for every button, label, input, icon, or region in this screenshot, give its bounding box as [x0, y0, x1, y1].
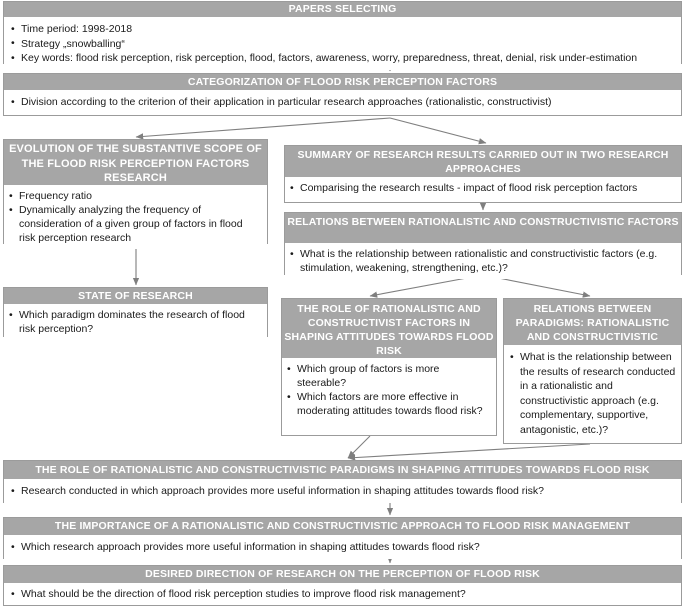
arrow-categorization-to-evolution [136, 118, 390, 137]
list-item: • What is the relationship between the results of research conducted in a rationalistic and constructivistic approach (e.g. complementary, supportive, antagonistic, etc.)? [509, 350, 676, 437]
node-body-role-of-paradigms [4, 479, 681, 503]
node-body-papers-selecting [4, 17, 681, 70]
arrow-role-to-role-paradigms [348, 436, 370, 458]
node-header-importance: THE IMPORTANCE OF A RATIONALISTIC AND CONSTRUCTIVISTIC APPROACH TO FLOOD RISK MANAGEMENT [4, 518, 681, 535]
node-relations-between-paradigms [503, 298, 682, 444]
node-body-role-of-factors [282, 358, 496, 422]
list-item: • Dynamically analyzing the frequency of consideration of a given group of factors in flood risk perception research [8, 203, 261, 245]
list-item: • Which group of factors is more steerable? [286, 362, 491, 390]
node-body-relations-factors [285, 243, 681, 279]
node-summary-of-research-results [284, 145, 682, 203]
node-body-evolution [4, 185, 267, 249]
list-item: • What is the relationship between rationalistic and constructivistic factors (e.g. stimulation, weakening, strengthening, etc.)? [289, 247, 675, 275]
node-body-state-of-research [4, 304, 267, 340]
node-header-summary: SUMMARY OF RESEARCH RESULTS CARRIED OUT IN TWO RESEARCH APPROACHES [285, 146, 681, 177]
node-header-relations-factors: RELATIONS BETWEEN RATIONALISTIC AND CONSTRUCTIVISTIC FACTORS [285, 213, 681, 243]
list-item: • Strategy „snowballing“ [10, 37, 675, 52]
list-item: • Which factors are more effective in moderating attitudes towards flood risk? [286, 390, 491, 418]
list-item: • Frequency ratio [8, 189, 261, 203]
node-header-desired-direction: DESIRED DIRECTION OF RESEARCH ON THE PERCEPTION OF FLOOD RISK [4, 566, 681, 583]
node-header-categorization: CATEGORIZATION OF FLOOD RISK PERCEPTION FACTORS [4, 74, 681, 90]
node-header-role-of-factors: THE ROLE OF RATIONALISTIC AND CONSTRUCTIVIST FACTORS IN SHAPING ATTITUDES TOWARDS FLOOD RISK [282, 299, 496, 358]
node-body-importance [4, 535, 681, 559]
node-header-state-of-research: STATE OF RESEARCH [4, 288, 267, 304]
list-item: • Research conducted in which approach provides more useful information in shaping attitudes towards flood risk? [10, 484, 675, 498]
node-body-summary [285, 177, 681, 199]
arrow-categorization-to-summary [390, 118, 486, 143]
node-relations-between-factors [284, 212, 682, 275]
node-header-relations-paradigms: RELATIONS BETWEEN PARADIGMS: RATIONALISTIC AND CONSTRUCTIVISTIC [504, 299, 681, 345]
node-role-of-factors [281, 298, 497, 436]
list-item: • Division according to the criterion of their application in particular research approaches (rationalistic, constructivist) [10, 95, 675, 109]
node-body-desired-direction [4, 583, 681, 605]
list-item: • Which research approach provides more useful information in shaping attitudes towards flood risk? [10, 540, 675, 554]
node-body-categorization [4, 90, 681, 114]
node-header-papers-selecting: PAPERS SELECTING [4, 2, 681, 17]
node-header-evolution: EVOLUTION OF THE SUBSTANTIVE SCOPE OF THE FLOOD RISK PERCEPTION FACTORS RESEARCH [4, 140, 267, 185]
list-item: • Time period: 1998-2018 [10, 22, 675, 37]
node-role-of-paradigms [3, 460, 682, 503]
list-item: • Key words: flood risk perception, risk perception, flood, factors, awareness, worry, preparedness, threat, denial, risk under-estimation [10, 51, 675, 66]
node-header-role-of-paradigms: THE ROLE OF RATIONALISTIC AND CONSTRUCTIVISTIC PARADIGMS IN SHAPING ATTITUDES TOWARDS FLOOD RISK [4, 461, 681, 479]
list-item: • Comparising the research results - impact of flood risk perception factors [289, 181, 675, 195]
node-papers-selecting [3, 1, 682, 64]
list-item: • Which paradigm dominates the research of flood risk perception? [8, 308, 261, 336]
node-importance-of-approach [3, 517, 682, 559]
node-categorization [3, 73, 682, 116]
node-evolution-of-substantive-scope [3, 139, 268, 244]
arrow-paradigms-to-role-paradigms [348, 444, 590, 458]
list-item: • What should be the direction of flood risk perception studies to improve flood risk management? [10, 587, 675, 601]
node-body-relations-paradigms [504, 345, 681, 441]
node-desired-direction [3, 565, 682, 606]
node-state-of-research [3, 287, 268, 337]
